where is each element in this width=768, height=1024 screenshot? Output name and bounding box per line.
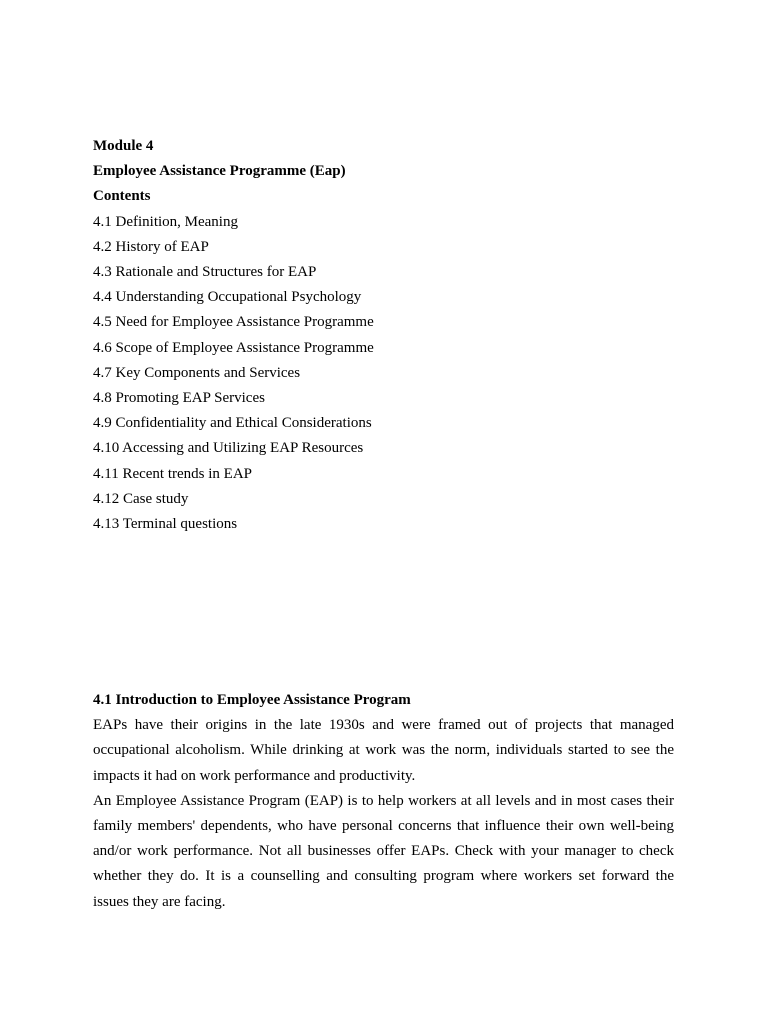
module-label: Module 4 bbox=[93, 138, 154, 154]
toc-item: 4.10 Accessing and Utilizing EAP Resources bbox=[93, 440, 364, 457]
toc-item: 4.3 Rationale and Structures for EAP bbox=[93, 264, 317, 281]
toc-item: 4.12 Case study bbox=[93, 490, 189, 507]
toc-item: 4.6 Scope of Employee Assistance Programme bbox=[93, 339, 374, 356]
section-heading: 4.1 Introduction to Employee Assistance Program bbox=[93, 692, 411, 708]
toc-item: 4.2 History of EAP bbox=[93, 238, 209, 255]
toc-item: 4.8 Promoting EAP Services bbox=[93, 390, 265, 407]
toc-item: 4.9 Confidentiality and Ethical Considerations bbox=[93, 415, 372, 432]
toc-item: 4.11 Recent trends in EAP bbox=[93, 465, 253, 482]
module-title: Employee Assistance Programme (Eap) bbox=[93, 163, 346, 180]
body-paragraph: An Employee Assistance Program (EAP) is to help workers at all levels and in most cases their family members' dependents, who have personal concerns that influence their own well-being and/or work performance. Not all businesses offer EAPs. Check with your manager to check whether they do. It is a counselling and consulting program where workers set forward the issues they are facing. bbox=[93, 792, 674, 910]
toc-item: 4.5 Need for Employee Assistance Programme bbox=[93, 314, 374, 331]
toc-item: 4.7 Key Components and Services bbox=[93, 364, 301, 381]
contents-heading: Contents bbox=[93, 188, 151, 205]
toc-item: 4.13 Terminal questions bbox=[93, 516, 238, 533]
toc-item: 4.1 Definition, Meaning bbox=[93, 213, 238, 230]
body-paragraph: EAPs have their origins in the late 1930s and were framed out of projects that managed occupational alcoholism. While drinking at work was the norm, individuals started to see the impacts it had on work performance and productivity. bbox=[93, 717, 674, 784]
toc-block bbox=[93, 134, 674, 537]
toc-item: 4.4 Understanding Occupational Psychology bbox=[93, 289, 362, 306]
intro-section bbox=[93, 688, 674, 915]
